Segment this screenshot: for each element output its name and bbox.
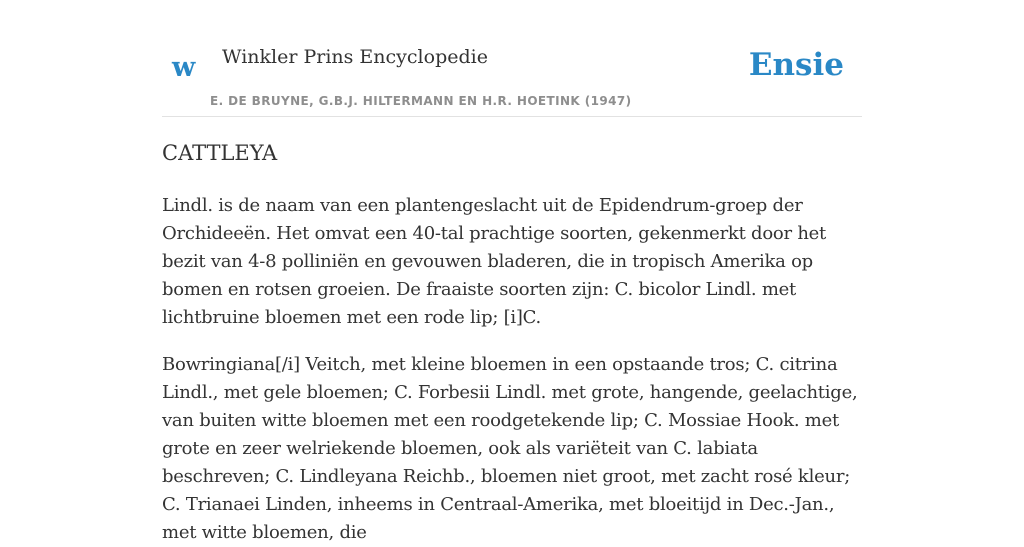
site-logo[interactable]: w — [172, 52, 196, 83]
entry-title: CATTLEYA — [162, 141, 278, 165]
site-title[interactable]: Winkler Prins Encyclopedie — [222, 46, 488, 68]
entry-paragraph: Bowringiana[/i] Veitch, met kleine bloemen in een opstaande tros; C. citrina Lindl., met gele bloemen; C. Forbesii Lindl. met grote, hangende, geelachtige, van buiten witte bloemen met een roodgetekende lip; C. Mossiae Hook. met grote en zeer welriekende bloemen, ook als variëteit van C. labiata beschreven; C. Lindleyana Reichb., bloemen niet groot, met zacht rosé kleur; C. Trianaei Linden, inheems in Centraal-Amerika, met bloeitijd in Dec.-Jan., met witte bloemen, die — [162, 354, 858, 543]
brand-logo[interactable]: Ensie — [748, 47, 844, 83]
source-authors: E. DE BRUYNE, G.B.J. HILTERMANN EN H.R. HOETINK (1947) — [210, 94, 632, 108]
site-header — [162, 0, 862, 117]
page-content — [162, 0, 862, 543]
entry-paragraph: Lindl. is de naam van een plantengeslacht uit de Epidendrum-groep der Orchideeën. Het omvat een 40-tal prachtige soorten, gekenmerkt door het bezit van 4-8 polliniën en gevouwen bladeren, die in tropisch Amerika op bomen en rotsen groeien. De fraaiste soorten zijn: C. bicolor Lindl. met lichtbruine bloemen met een rode lip; [i]C. — [162, 195, 827, 328]
